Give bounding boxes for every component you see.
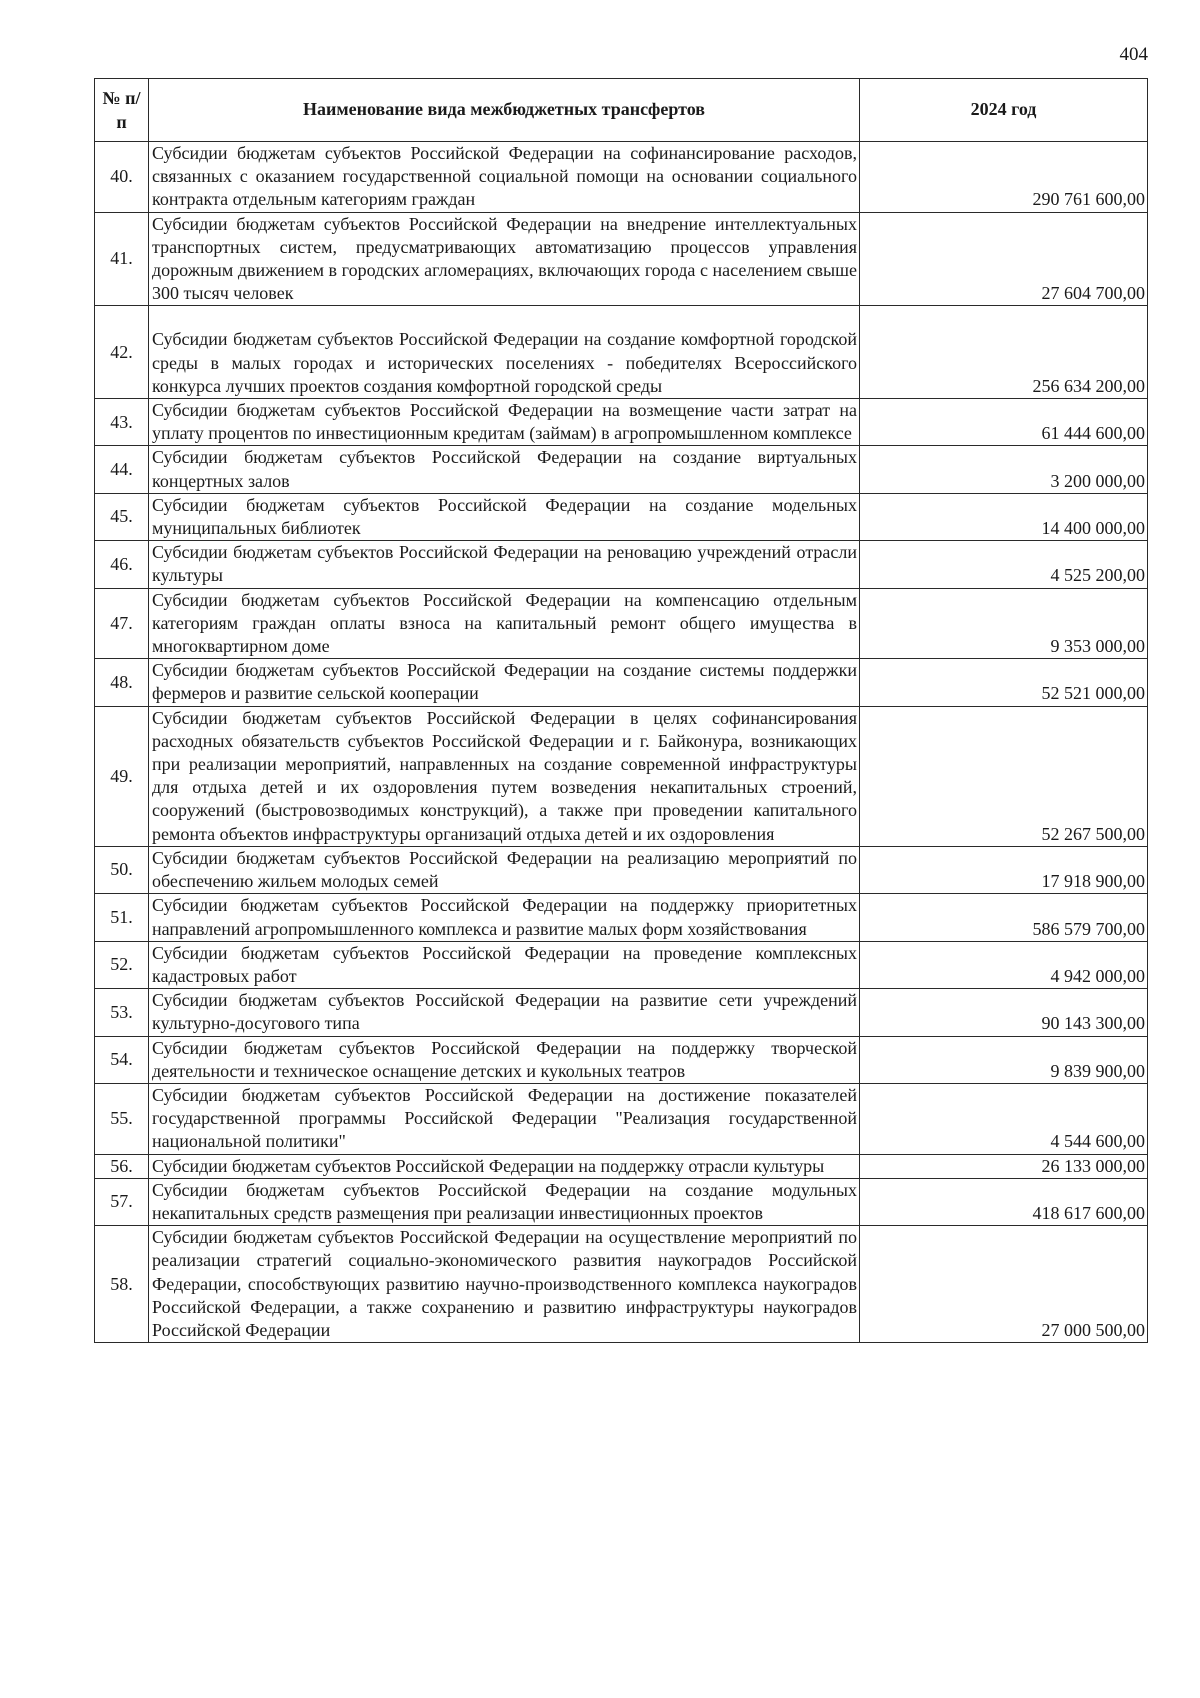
row-number: 42. [95, 306, 149, 399]
row-name: Субсидии бюджетам субъектов Российской Федерации на проведение комплексных кадастровых работ [149, 941, 860, 988]
table-row [95, 588, 1148, 659]
row-number: 49. [95, 706, 149, 846]
row-name: Субсидии бюджетам субъектов Российской Федерации на поддержку приоритетных направлений агропромышленного комплекса и развитие малых форм хозяйствования [149, 894, 860, 941]
row-amount: 17 918 900,00 [860, 846, 1148, 893]
row-name: Субсидии бюджетам субъектов Российской Федерации на поддержку отрасли культуры [149, 1154, 860, 1178]
row-name: Субсидии бюджетам субъектов Российской Федерации в целях софинансирования расходных обязательств субъектов Российской Федерации и г. Байконура, возникающих при реализации мероприятий, направленных на создание современной инфраструктуры для отдыха детей и их оздоровления путем возведения некапитальных строений, сооружений (быстровозводимых конструкций), а также при проведении капитального ремонта объектов инфраструктуры организаций отдыха детей и их оздоровления [149, 706, 860, 846]
row-amount: 586 579 700,00 [860, 894, 1148, 941]
row-number: 57. [95, 1178, 149, 1225]
table-row [95, 1178, 1148, 1225]
row-amount: 3 200 000,00 [860, 446, 1148, 493]
table-row [95, 493, 1148, 540]
row-name: Субсидии бюджетам субъектов Российской Федерации на реализацию мероприятий по обеспечению жильем молодых семей [149, 846, 860, 893]
table-row [95, 1226, 1148, 1343]
row-amount: 27 604 700,00 [860, 212, 1148, 306]
row-name: Субсидии бюджетам субъектов Российской Федерации на осуществление мероприятий по реализации стратегий социально-экономического развития наукоградов Российской Федерации, способствующих развитию научно-производственного комплекса наукоградов Российской Федерации, а также сохранению и развитию инфраструктуры наукоградов Российской Федерации [149, 1226, 860, 1343]
row-number: 55. [95, 1083, 149, 1154]
row-number: 47. [95, 588, 149, 659]
row-name: Субсидии бюджетам субъектов Российской Федерации на возмещение части затрат на уплату процентов по инвестиционным кредитам (займам) в агропромышленном комплексе [149, 399, 860, 446]
row-name: Субсидии бюджетам субъектов Российской Федерации на компенсацию отдельным категориям граждан оплаты взноса на капитальный ремонт общего имущества в многоквартирном доме [149, 588, 860, 659]
row-number: 54. [95, 1036, 149, 1083]
row-name: Субсидии бюджетам субъектов Российской Федерации на создание модульных некапитальных средств размещения при реализации инвестиционных проектов [149, 1178, 860, 1225]
row-number: 52. [95, 941, 149, 988]
table-row [95, 659, 1148, 706]
row-number: 43. [95, 399, 149, 446]
table-row [95, 846, 1148, 893]
row-name: Субсидии бюджетам субъектов Российской Федерации на развитие сети учреждений культурно-досугового типа [149, 989, 860, 1036]
row-amount: 90 143 300,00 [860, 989, 1148, 1036]
header-row [95, 79, 1148, 142]
row-name: Субсидии бюджетам субъектов Российской Федерации на создание комфортной городской среды в малых городах и исторических поселениях - победителях Всероссийского конкурса лучших проектов создания комфортной городской среды [149, 306, 860, 399]
row-name: Субсидии бюджетам субъектов Российской Федерации на создание виртуальных концертных залов [149, 446, 860, 493]
row-amount: 14 400 000,00 [860, 493, 1148, 540]
row-number: 48. [95, 659, 149, 706]
table-row [95, 894, 1148, 941]
row-amount: 61 444 600,00 [860, 399, 1148, 446]
row-amount: 52 521 000,00 [860, 659, 1148, 706]
row-number: 41. [95, 212, 149, 306]
row-number: 46. [95, 541, 149, 588]
page-number: 404 [1119, 44, 1148, 65]
row-amount: 256 634 200,00 [860, 306, 1148, 399]
table-row [95, 706, 1148, 846]
row-name: Субсидии бюджетам субъектов Российской Федерации на достижение показателей государственной программы Российской Федерации "Реализация государственной национальной политики" [149, 1083, 860, 1154]
table-row [95, 989, 1148, 1036]
row-amount: 9 353 000,00 [860, 588, 1148, 659]
row-number: 40. [95, 142, 149, 213]
row-number: 51. [95, 894, 149, 941]
row-name: Субсидии бюджетам субъектов Российской Федерации на софинансирование расходов, связанных с оказанием государственной социальной помощи на основании социального контракта отдельным категориям граждан [149, 142, 860, 213]
row-number: 44. [95, 446, 149, 493]
header-number: № п/п [95, 79, 149, 142]
row-amount: 4 942 000,00 [860, 941, 1148, 988]
table-row [95, 212, 1148, 306]
row-name: Субсидии бюджетам субъектов Российской Федерации на создание системы поддержки фермеров и развитие сельской кооперации [149, 659, 860, 706]
table-row [95, 541, 1148, 588]
row-amount: 4 544 600,00 [860, 1083, 1148, 1154]
row-name: Субсидии бюджетам субъектов Российской Федерации на поддержку творческой деятельности и техническое оснащение детских и кукольных театров [149, 1036, 860, 1083]
row-amount: 4 525 200,00 [860, 541, 1148, 588]
table-body [95, 142, 1148, 1343]
header-year: 2024 год [860, 79, 1148, 142]
row-amount: 418 617 600,00 [860, 1178, 1148, 1225]
table-row [95, 142, 1148, 213]
row-amount: 290 761 600,00 [860, 142, 1148, 213]
table-row [95, 1083, 1148, 1154]
row-number: 53. [95, 989, 149, 1036]
table-header [95, 79, 1148, 142]
row-name: Субсидии бюджетам субъектов Российской Федерации на реновацию учреждений отрасли культуры [149, 541, 860, 588]
table-row [95, 446, 1148, 493]
row-amount: 52 267 500,00 [860, 706, 1148, 846]
row-name: Субсидии бюджетам субъектов Российской Федерации на внедрение интеллектуальных транспортных систем, предусматривающих автоматизацию процессов управления дорожным движением в городских агломерациях, включающих города с населением свыше 300 тысяч человек [149, 212, 860, 306]
table-row [95, 1154, 1148, 1178]
table-row [95, 941, 1148, 988]
table-row [95, 306, 1148, 399]
row-number: 50. [95, 846, 149, 893]
transfers-table [94, 78, 1148, 1343]
row-number: 56. [95, 1154, 149, 1178]
table-row [95, 1036, 1148, 1083]
row-amount: 9 839 900,00 [860, 1036, 1148, 1083]
row-amount: 27 000 500,00 [860, 1226, 1148, 1343]
row-number: 58. [95, 1226, 149, 1343]
row-name: Субсидии бюджетам субъектов Российской Федерации на создание модельных муниципальных библиотек [149, 493, 860, 540]
header-name: Наименование вида межбюджетных трансфертов [149, 79, 860, 142]
row-amount: 26 133 000,00 [860, 1154, 1148, 1178]
row-number: 45. [95, 493, 149, 540]
table-row [95, 399, 1148, 446]
